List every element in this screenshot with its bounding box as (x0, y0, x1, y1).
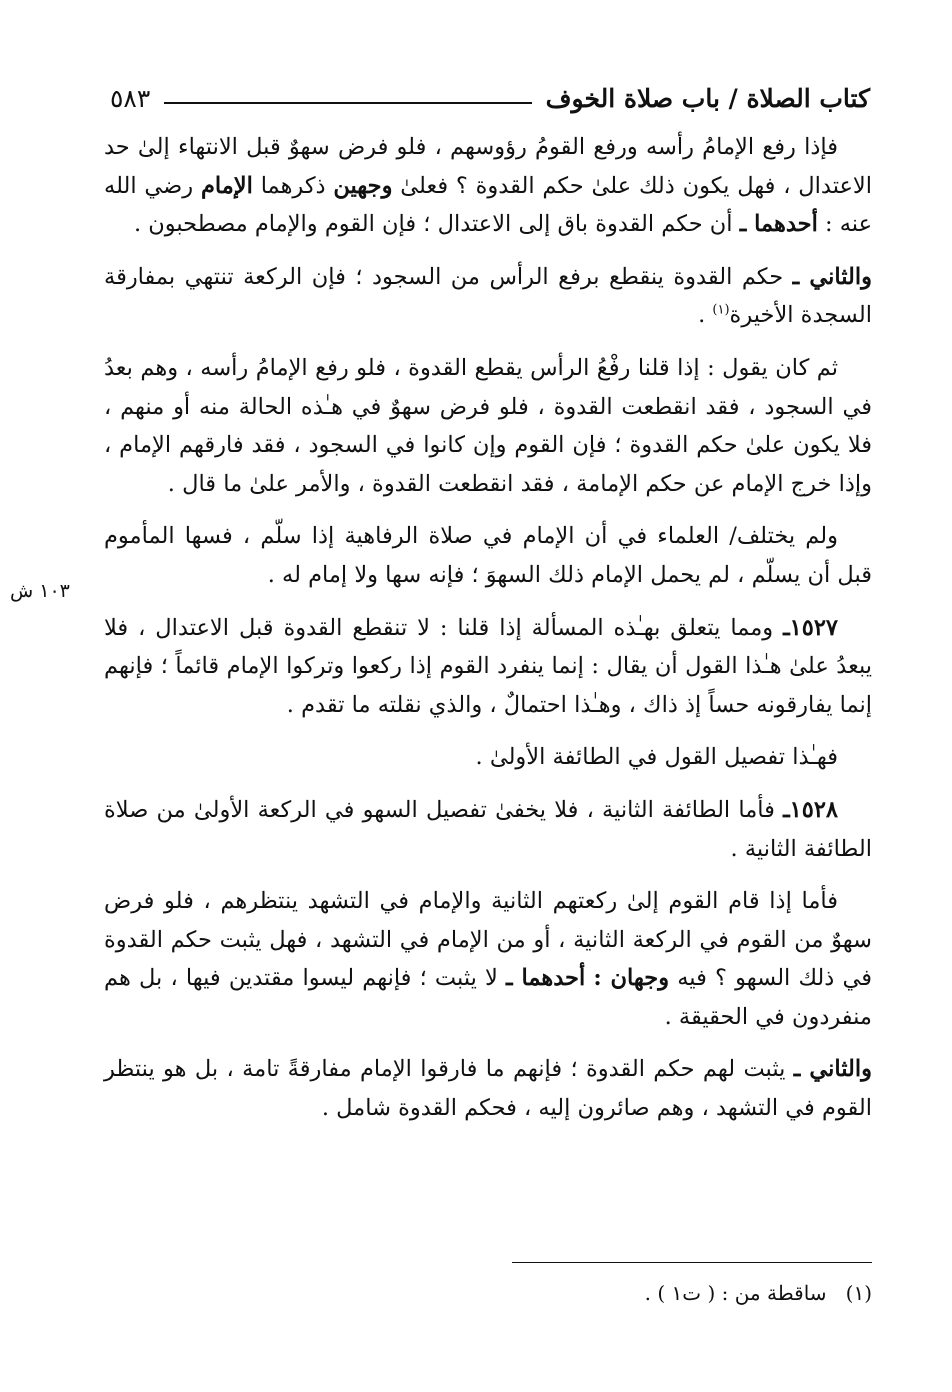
bold-term: أحدهما ـ (739, 211, 818, 238)
text-span: أن حكم القدوة باق إلى الاعتدال ؛ فإن القوم والإمام مصطحبون . (133, 211, 733, 238)
paragraph-2 (104, 258, 872, 335)
footnote-rule (512, 1262, 872, 1263)
text-span: حكم القدوة ينقطع برفع الرأس من السجود ؛ فإن الركعة تنتهي بمفارقة السجدة الأخيرة (104, 263, 872, 329)
bold-term: والثاني ـ (792, 263, 872, 290)
footnote-text: ساقطة من : ( ت١ ) . (644, 1281, 827, 1305)
main-text (104, 128, 872, 1142)
text-span: ومما يتعلق بهـٰذه المسألة إذا قلنا : لا تنقطع القدوة قبل الاعتدال ، فلا يبعدُ علىٰ هـٰذا القول أن يقال : إنما ينفرد القوم إذا ركعوا وتركوا الإمام قائماً ؛ فإنهم إنما يفارقونه حساً إذ ذاك ، وهـٰذا احتمالٌ ، والذي نقلته ما تقدم . (104, 614, 872, 718)
bold-term: وجهين (333, 172, 393, 199)
text-span: . (698, 302, 706, 329)
paragraph-9 (104, 1050, 872, 1127)
text-span: لا يثبت ؛ فإنهم ليسوا مقتدين فيها ، بل هم منفردون في الحقيقة . (104, 965, 872, 1030)
text-span: فأما إذا قام القوم إلىٰ ركعتهم الثانية والإمام في التشهد ينتظرهم ، فلو فرض سهوٌ من القوم في الركعة الثانية ، أو من الإمام في التشهد ، فهل يثبت حكم القدوة في ذلك السهو ؟ فيه (104, 888, 872, 992)
bold-term: وجهان : (593, 965, 670, 992)
text-span: يثبت لهم حكم القدوة ؛ فإنهم ما فارقوا الإمام مفارقةً تامة ، بل هو ينتظر القوم في التشهد ، وهم صائرون إليه ، فحكم القدوة شامل . (104, 1056, 872, 1122)
bold-term: أحدهما ـ (506, 965, 586, 992)
footnote-number: (١) (845, 1281, 872, 1305)
bold-term: والثاني ـ (793, 1056, 872, 1083)
paragraph-6: فهـٰذا تفصيل القول في الطائفة الأولىٰ . (475, 744, 838, 771)
margin-note: ١٠٣ ش (10, 580, 70, 602)
page-number: ٥٨٣ (110, 83, 151, 113)
section-number: ١٥٢٨ـ (783, 796, 839, 823)
paragraph-7 (104, 791, 872, 868)
text-span: ذكرهما (260, 172, 326, 199)
text-span: فإذا رفع الإمامُ رأسه ورفع القومُ رؤوسهم ، فلو فرض سهوٌ قبل الانتهاء إلىٰ حد الاعتدال ، فهل يكون ذلك علىٰ حكم القدوة ؟ فعلىٰ (104, 134, 872, 199)
paragraph-4: ولم يختلف/ العلماء في أن الإمام في صلاة الرفاهية إذا سلّم ، فسها المأموم قبل أن يسلّم ، لم يحمل الإمام ذلك السهوَ ؛ فإنه سها ولا إمام له . (104, 523, 872, 588)
chapter-title: كتاب الصلاة / باب صلاة الخوف (545, 83, 870, 113)
text-span: فأما الطائفة الثانية ، فلا يخفىٰ تفصيل السهو في الركعة الأولىٰ من صلاة الطائفة الثانية . (104, 796, 872, 862)
paragraph-1 (104, 128, 872, 244)
running-header (110, 78, 870, 118)
section-number: ١٥٢٧ـ (783, 614, 839, 641)
paragraph-3: ثم كان يقول : إذا قلنا رفْعُ الرأس يقطع القدوة ، فلو رفع الإمامُ رأسه ، وهم بعدُ في السجود ، فقد انقطعت القدوة ، فلو فرض سهوٌ في هـٰذه الحالة منه أو منهم ، فلا يكون علىٰ حكم القدوة ؛ فإن القوم وإن كانوا في السجود ، فقد فارقهم الإمام ، وإذا خرج الإمام عن حكم الإمامة ، فقد انقطعت القدوة ، والأمر علىٰ ما قال . (104, 354, 872, 497)
footnote-ref[interactable]: (١) (712, 302, 730, 318)
paragraph-8 (104, 882, 872, 1036)
text-span: رضي الله عنه : (104, 172, 872, 238)
footnote (104, 1278, 872, 1308)
paragraph-5 (104, 609, 872, 725)
bold-term: الإمام (200, 172, 253, 199)
header-rule (164, 102, 531, 104)
